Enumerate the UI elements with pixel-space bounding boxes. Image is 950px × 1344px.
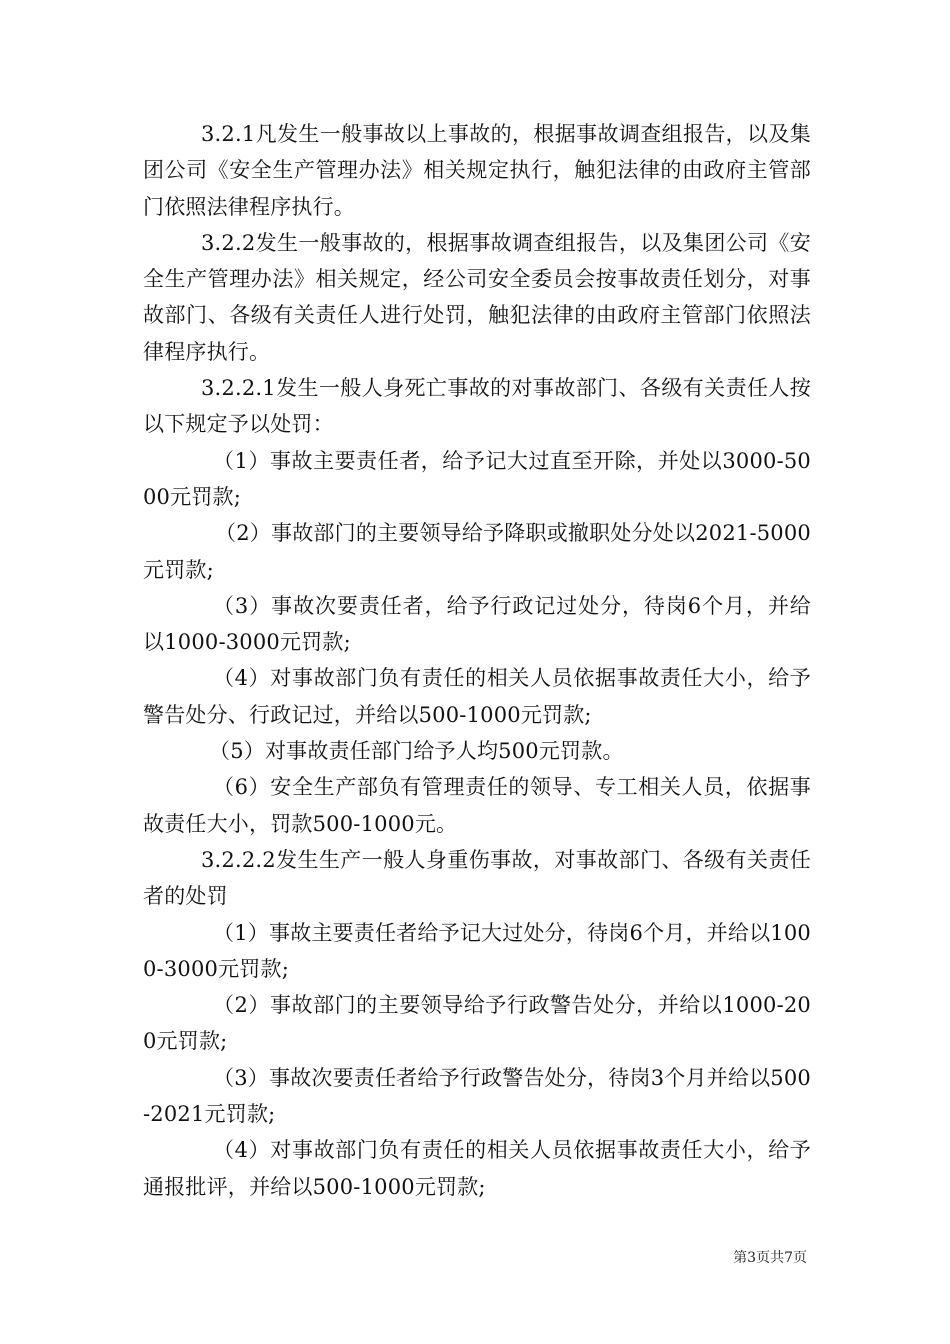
document-body <box>143 116 811 1205</box>
list-item: （1）事故主要责任者给予记大过处分，待岗6个月，并给以1000-3000元罚款; <box>143 920 811 981</box>
list-item: （4）对事故部门负有责任的相关人员依据事故责任大小，给予警告处分、行政记过，并给以500-1000元罚款; <box>143 666 811 727</box>
clause-3-2-2-2: 3.2.2.2发生生产一般人身重伤事故，对事故部门、各级有关责任者的处罚 <box>143 847 811 909</box>
list-item: （4）对事故部门负有责任的相关人员依据事故责任大小，给予通报批评，并给以500-1000元罚款; <box>143 1138 811 1199</box>
list-item: （2）事故部门的主要领导给予行政警告处分，并给以1000-200元罚款; <box>143 993 811 1054</box>
list-item: （2）事故部门的主要领导给予降职或撤职处分处以2021-5000元罚款; <box>143 521 811 582</box>
clause-3-2-1: 3.2.1凡发生一般事故以上事故的，根据事故调查组报告，以及集团公司《安全生产管理办法》相关规定执行，触犯法律的由政府主管部门依照法律程序执行。 <box>143 122 811 219</box>
list-item: （1）事故主要责任者，给予记大过直至开除，并处以3000-5000元罚款; <box>143 448 811 509</box>
page-number: 第3页共7页 <box>733 1250 807 1266</box>
list-item: （5）对事故责任部门给予人均500元罚款。 <box>209 739 624 764</box>
list-item: （3）事故次要责任者，给予行政记过处分，待岗6个月，并给以1000-3000元罚款; <box>143 593 811 655</box>
list-item: （3）事故次要责任者给予行政警告处分，待岗3个月并给以500-2021元罚款; <box>143 1065 811 1127</box>
clause-3-2-2-1: 3.2.2.1发生一般人身死亡事故的对事故部门、各级有关责任人按以下规定予以处罚： <box>143 376 811 437</box>
list-item: （6）安全生产部负有管理责任的领导、专工相关人员，依据事故责任大小，罚款500-1000元。 <box>143 775 811 836</box>
clause-3-2-2: 3.2.2发生一般事故的，根据事故调查组报告，以及集团公司《安全生产管理办法》相关规定，经公司安全委员会按事故责任划分，对事故部门、各级有关责任人进行处罚，触犯法律的由政府主管部门依照法律程序执行。 <box>143 230 811 364</box>
